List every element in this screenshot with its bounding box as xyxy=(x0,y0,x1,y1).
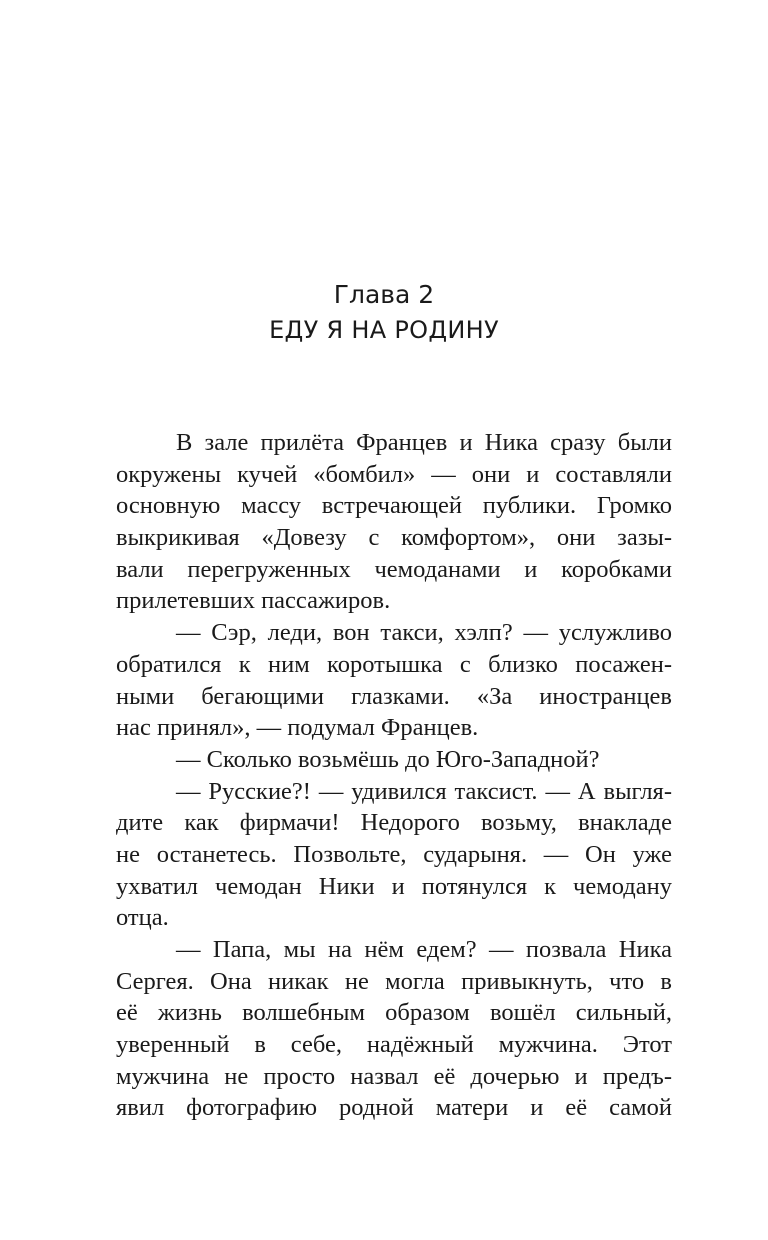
text-line: ухватил чемодан Ники и потянулся к чемодану xyxy=(116,872,672,900)
chapter-body-text xyxy=(116,427,672,1124)
text-line: ными бегающими глазками. «За иностранцев xyxy=(116,682,672,710)
text-line: её жизнь волшебным образом вошёл сильный, xyxy=(116,999,672,1027)
text-line: — Сэр, леди, вон такси, хэлп? — услужливо xyxy=(176,619,672,647)
text-line: — Сколько возьмёшь до Юго-Западной? xyxy=(176,745,600,773)
text-line: отца. xyxy=(116,904,169,932)
text-line: дите как фирмачи! Недорого возьму, внакладе xyxy=(116,809,672,837)
chapter-title: ЕДУ Я НА РОДИНУ xyxy=(269,316,499,344)
text-line: основную массу встречающей публики. Громко xyxy=(116,492,672,520)
text-line: В зале прилёта Францев и Ника сразу были xyxy=(176,429,672,456)
text-line: — Папа, мы на нём едем? — позвала Ника xyxy=(176,936,672,963)
text-line: мужчина не просто назвал её дочерью и предъ- xyxy=(116,1062,672,1090)
text-line: не останетесь. Позвольте, сударыня. — Он уже xyxy=(116,840,672,868)
chapter-number: Глава 2 xyxy=(333,280,435,309)
text-line: нас принял», — подумал Францев. xyxy=(116,714,479,742)
text-line: окружены кучей «бомбил» — они и составляли xyxy=(116,460,672,488)
text-line: — Русские?! — удивился таксист. — А выгля- xyxy=(176,777,672,805)
text-line: прилетевших пассажиров. xyxy=(116,587,391,615)
text-line: уверенный в себе, надёжный мужчина. Этот xyxy=(116,1031,672,1059)
text-line: явил фотографию родной матери и её самой xyxy=(116,1094,672,1122)
text-line: вали перегруженных чемоданами и коробками xyxy=(116,555,672,583)
text-line: выкрикивая «Довезу с комфортом», они зазы- xyxy=(116,524,672,552)
text-line: обратился к ним коротышка с близко посажен- xyxy=(116,650,672,678)
text-line: Сергея. Она никак не могла привыкнуть, что в xyxy=(116,967,672,995)
